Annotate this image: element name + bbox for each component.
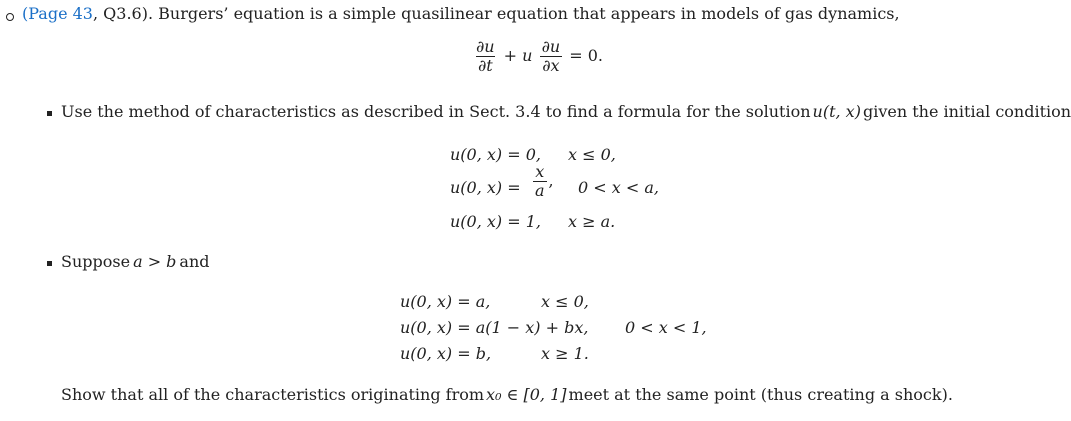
ic1-row2-fraction: [531, 163, 554, 200]
final-text-after: meet at the same point (thus creating a shock).: [568, 385, 953, 404]
bullet1-text-before: Use the method of characteristics as described in Sect. 3.4 to find a formula for the solution: [61, 102, 811, 121]
plus-u: + u: [503, 46, 533, 65]
ic2-row1-cond: x ≤ 0,: [541, 292, 589, 311]
fraction-numerator: x: [535, 162, 545, 181]
du-numerator: ∂u: [476, 37, 495, 56]
bullet2-math: a > b: [133, 252, 177, 271]
burgers-equation: [472, 38, 603, 75]
final-text-before: Show that all of the characteristics originating from: [61, 385, 485, 404]
ic1-row2-lhs: u(0, x) =: [450, 178, 521, 197]
du-dx-fraction: [540, 38, 563, 75]
dx-denominator: ∂x: [542, 56, 560, 75]
ic2-row1-lhs: u(0, x) = a,: [400, 292, 491, 311]
question-intro: [22, 4, 900, 24]
ic1-row1-lhs: u(0, x) = 0,: [450, 145, 542, 164]
fraction-comma: ,: [548, 171, 554, 190]
ic2-row3-cond: x ≥ 1.: [541, 344, 589, 363]
dt-denominator: ∂t: [477, 56, 493, 75]
ic1-row3-lhs: u(0, x) = 1,: [450, 212, 542, 231]
list-bullet-square-2: [47, 261, 52, 266]
ic1-row2-cond: 0 < x < a,: [578, 178, 659, 197]
list-bullet-circle: [6, 13, 14, 21]
fraction-denominator: a: [535, 181, 545, 200]
ic2-row2-lhs: u(0, x) = a(1 − x) + bx,: [400, 318, 589, 337]
x-over-a-fraction: [533, 163, 547, 200]
page-link[interactable]: (Page 43: [22, 4, 93, 23]
ic2-row3-lhs: u(0, x) = b,: [400, 344, 492, 363]
du-numerator-2: ∂u: [541, 37, 561, 56]
bullet2-prefix: Suppose: [61, 252, 131, 271]
bullet2-text: [61, 252, 210, 272]
ic2-row2-cond: 0 < x < 1,: [625, 318, 707, 337]
ic1-row3-cond: x ≥ a.: [568, 212, 616, 231]
final-text: [61, 385, 953, 405]
list-bullet-square: [47, 111, 52, 116]
final-math: x₀ ∈ [0, 1]: [486, 385, 567, 404]
equals-zero: = 0.: [569, 46, 603, 65]
bullet2-suffix: and: [179, 252, 210, 271]
bullet1-text-after: given the initial condition: [862, 102, 1071, 121]
du-dt-fraction: [474, 38, 497, 75]
bullet1-text: [61, 102, 1071, 122]
question-intro-text: , Q3.6). Burgers’ equation is a simple quasilinear equation that appears in models of gas dynamics,: [92, 4, 900, 23]
ic1-row1-cond: x ≤ 0,: [568, 145, 616, 164]
bullet1-function: u(t, x): [812, 102, 861, 121]
